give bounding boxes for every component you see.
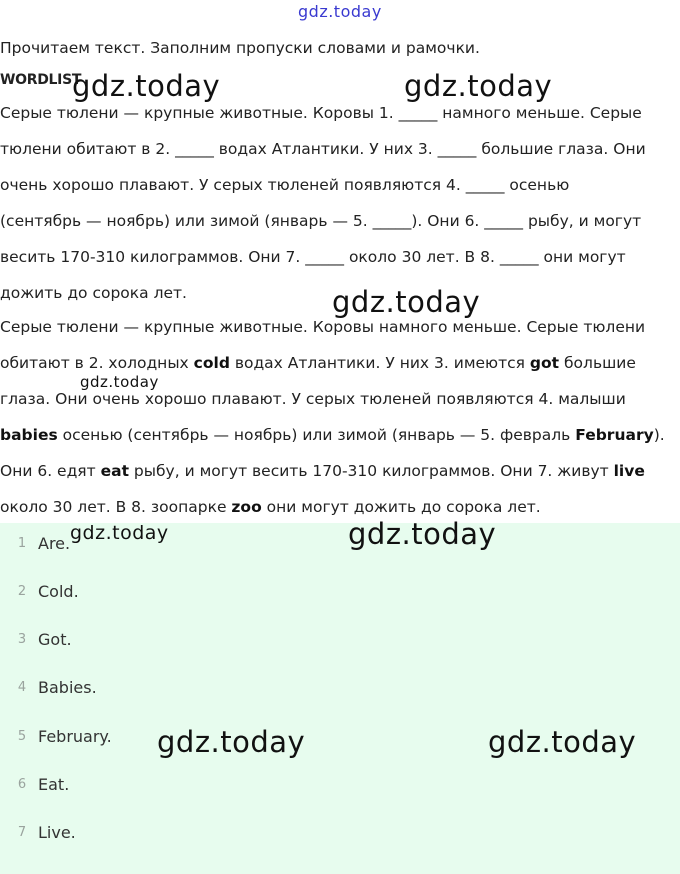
task-line: Серые тюлени — крупные животные. Коровы 1. _____ намного меньше. Серые xyxy=(0,104,642,122)
watermark: gdz.today xyxy=(488,725,637,759)
filled-text: ). xyxy=(653,426,665,444)
answer-word: live xyxy=(613,462,645,480)
answer-text: Babies. xyxy=(38,678,97,697)
answer-number: 4 xyxy=(17,680,27,695)
watermark: gdz.today xyxy=(404,69,553,103)
task-line: дожить до сорока лет. xyxy=(0,284,187,302)
answer-text: Got. xyxy=(38,630,72,649)
watermark: gdz.today xyxy=(332,285,481,319)
watermark: gdz.today xyxy=(70,522,169,544)
answer-number: 3 xyxy=(17,632,27,647)
answer-text: Are. xyxy=(38,534,71,553)
answer-number: 1 xyxy=(17,536,27,551)
answers-panel xyxy=(0,523,680,874)
task-line: весить 170-310 килограммов. Они 7. _____ около 30 лет. В 8. _____ они могут xyxy=(0,248,626,266)
filled-text: глаза. Они очень хорошо плавают. У серых тюленей появляются 4. малыши xyxy=(0,390,626,408)
answer-word: zoo xyxy=(231,498,262,516)
filled-line xyxy=(0,453,680,489)
watermark: gdz.today xyxy=(80,373,159,391)
filled-text: обитают в 2. холодных xyxy=(0,354,194,372)
wordlist-label: WORDLIST xyxy=(0,72,82,88)
filled-text: они могут дожить до сорока лет. xyxy=(261,498,541,516)
watermark: gdz.today xyxy=(157,725,306,759)
filled-line xyxy=(0,489,680,525)
answer-text: Live. xyxy=(38,823,76,842)
intro-text: Прочитаем текст. Заполним пропуски словами и рамочки. xyxy=(0,39,480,57)
filled-paragraph xyxy=(0,309,680,525)
filled-text: водах Атлантики. У них 3. имеются xyxy=(229,354,530,372)
answer-number: 2 xyxy=(17,584,27,599)
filled-text: около 30 лет. В 8. зоопарке xyxy=(0,498,232,516)
answer-word: babies xyxy=(0,426,58,444)
filled-text: Серые тюлени — крупные животные. Коровы намного меньше. Серые тюлени xyxy=(0,318,646,336)
task-line: тюлени обитают в 2. _____ водах Атлантики. У них 3. _____ большие глаза. Они xyxy=(0,140,646,158)
answer-text: February. xyxy=(38,727,112,746)
watermark: gdz.today xyxy=(72,69,221,103)
answer-word: cold xyxy=(193,354,230,372)
task-line: очень хорошо плавают. У серых тюленей появляются 4. _____ осенью xyxy=(0,176,570,194)
answer-word: got xyxy=(529,354,560,372)
filled-text: рыбу, и могут весить 170-310 килограммов. Они 7. живут xyxy=(128,462,614,480)
task-paragraph xyxy=(0,95,680,311)
filled-text: Они 6. едят xyxy=(0,462,101,480)
answer-number: 7 xyxy=(17,825,27,840)
answer-word: February xyxy=(575,426,654,444)
task-line: (сентябрь — ноябрь) или зимой (январь — 5. _____). Они 6. _____ рыбу, и могут xyxy=(0,212,642,230)
answer-number: 6 xyxy=(17,777,27,792)
watermark: gdz.today xyxy=(298,2,382,21)
answer-number: 5 xyxy=(17,729,27,744)
filled-text: осенью (сентябрь — ноябрь) или зимой (январь — 5. февраль xyxy=(57,426,576,444)
filled-line xyxy=(0,417,680,453)
answer-text: Cold. xyxy=(38,582,79,601)
filled-text: большие xyxy=(559,354,636,372)
answer-text: Eat. xyxy=(38,775,70,794)
answer-word: eat xyxy=(100,462,129,480)
watermark: gdz.today xyxy=(348,517,497,551)
